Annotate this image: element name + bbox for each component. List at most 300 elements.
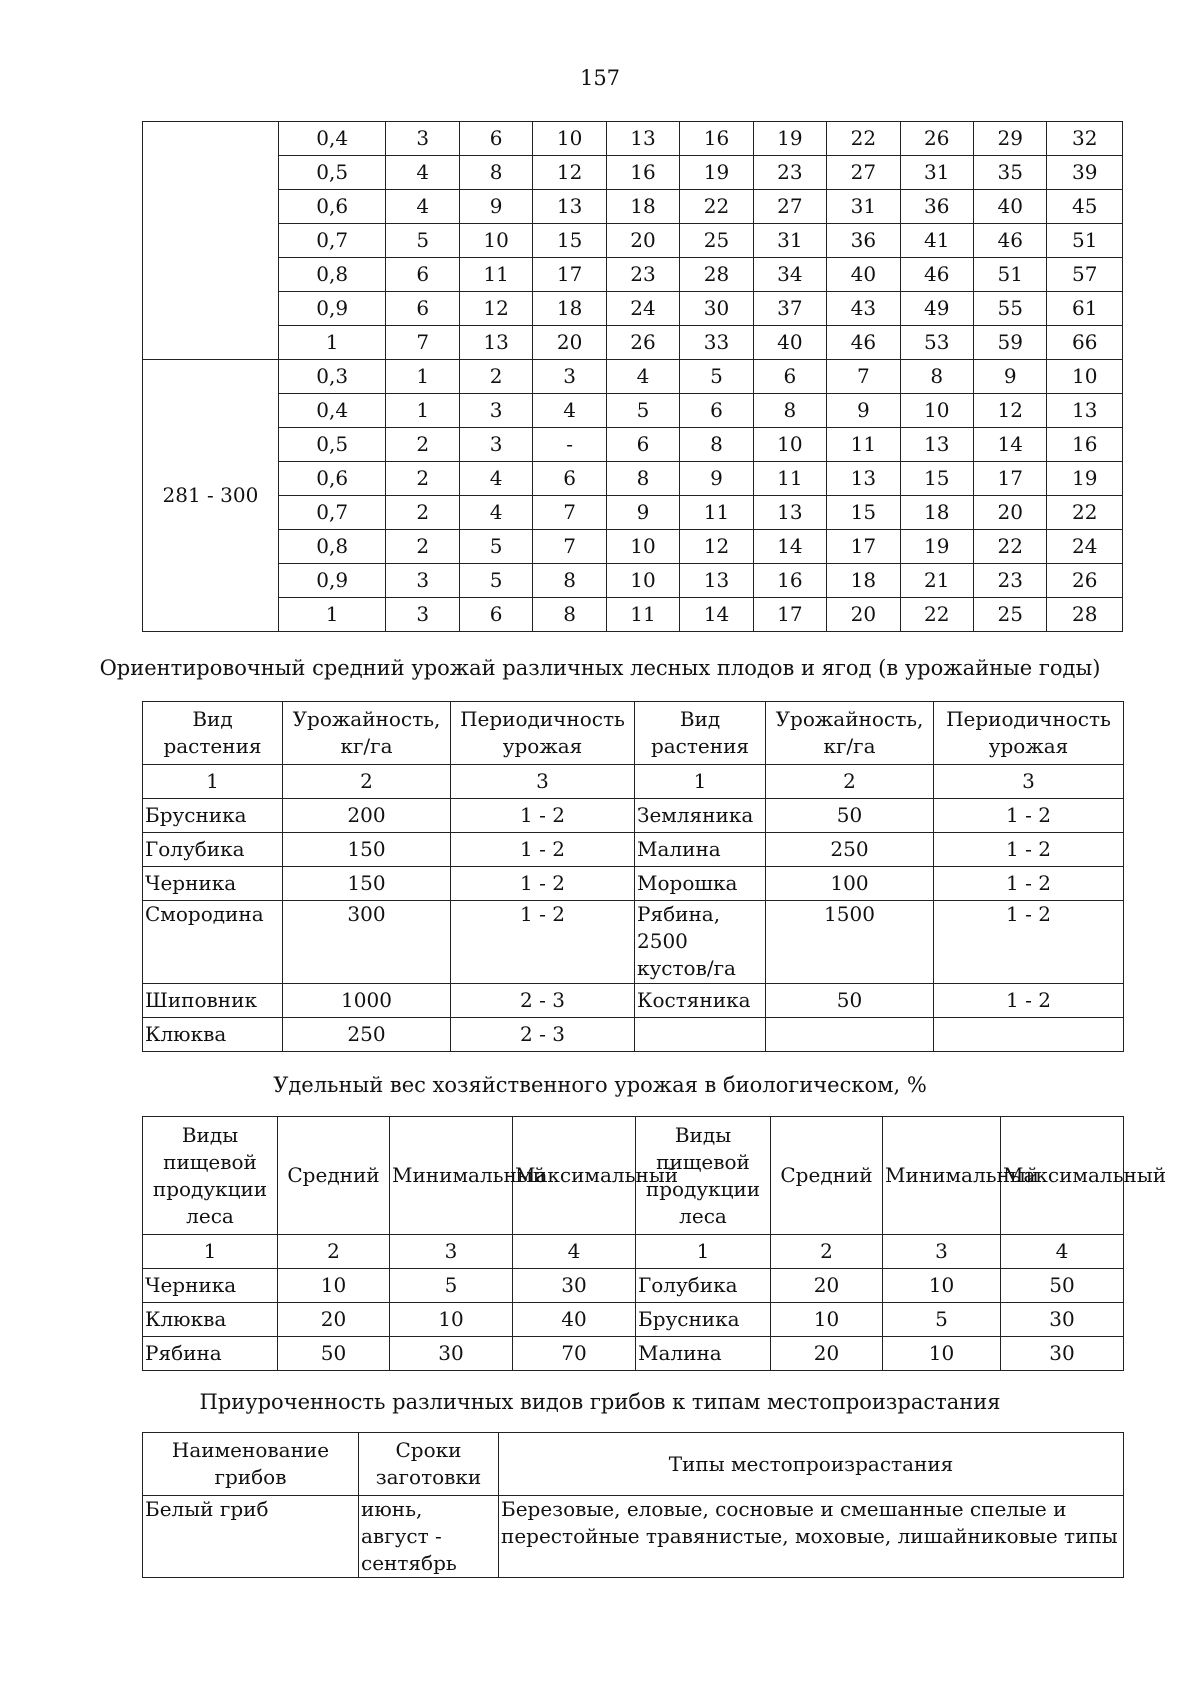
yield-value-cell: 2: [386, 530, 459, 564]
yield-value-cell: 40: [753, 326, 826, 360]
yield-value-cell: 23: [753, 156, 826, 190]
yield-value-cell: 20: [606, 224, 679, 258]
yield-value-cell: 2: [459, 360, 532, 394]
yield-value-cell: 53: [900, 326, 973, 360]
yield-density-cell: 0,9: [278, 564, 386, 598]
share-header-min-2: Минимальный: [883, 1117, 1001, 1235]
yield-value-cell: 41: [900, 224, 973, 258]
berries-header-yield: Урожайность, кг/га: [283, 702, 451, 765]
share-value-cell: 70: [513, 1337, 636, 1371]
yield-value-cell: 51: [1047, 224, 1123, 258]
yield-density-cell: 0,4: [278, 394, 386, 428]
yield-value-cell: 51: [973, 258, 1046, 292]
share-col-number: 2: [771, 1235, 883, 1269]
yield-value-cell: 7: [827, 360, 900, 394]
yield-value-cell: 4: [606, 360, 679, 394]
yield-value-cell: 13: [533, 190, 606, 224]
berries-row: [143, 833, 1124, 867]
share-col-number: 1: [636, 1235, 771, 1269]
berries-value-cell: 2 - 3: [451, 984, 635, 1018]
yield-value-cell: 22: [827, 122, 900, 156]
yield-value-cell: 24: [606, 292, 679, 326]
yield-value-cell: 5: [459, 530, 532, 564]
share-value-cell: 50: [1001, 1269, 1124, 1303]
yield-value-cell: 9: [459, 190, 532, 224]
yield-value-cell: 27: [753, 190, 826, 224]
mushrooms-header-habitat: Типы местопроизрастания: [499, 1433, 1124, 1496]
berries-row: [143, 867, 1124, 901]
share-col-number: 3: [883, 1235, 1001, 1269]
yield-value-cell: 4: [533, 394, 606, 428]
yield-density-cell: 0,4: [278, 122, 386, 156]
yield-value-cell: 22: [1047, 496, 1123, 530]
yield-value-cell: 46: [973, 224, 1046, 258]
berries-value-cell: 50: [766, 799, 934, 833]
yield-value-cell: 55: [973, 292, 1046, 326]
yield-value-cell: 14: [680, 598, 753, 632]
yield-value-cell: 11: [459, 258, 532, 292]
berries-value-cell: 1 - 2: [934, 833, 1124, 867]
mushrooms-table: [142, 1432, 1124, 1578]
yield-density-cell: 0,7: [278, 224, 386, 258]
yield-value-cell: 4: [459, 462, 532, 496]
yield-value-cell: 40: [973, 190, 1046, 224]
share-header-product-2: Виды пищевой продукции леса: [636, 1117, 771, 1235]
yield-value-cell: 13: [459, 326, 532, 360]
yield-value-cell: 17: [973, 462, 1046, 496]
yield-value-cell: 15: [533, 224, 606, 258]
mushroom-name-cell: Белый гриб: [143, 1496, 359, 1578]
yield-value-cell: 4: [386, 190, 459, 224]
berries-col-number: 1: [143, 765, 283, 799]
yield-value-cell: 39: [1047, 156, 1123, 190]
yield-value-cell: 12: [533, 156, 606, 190]
yield-value-cell: 23: [973, 564, 1046, 598]
berries-header-periodicity-2: Периодичность урожая: [934, 702, 1124, 765]
yield-value-cell: 11: [753, 462, 826, 496]
yield-value-cell: 8: [459, 156, 532, 190]
share-value-cell: 30: [513, 1269, 636, 1303]
yield-value-cell: 16: [680, 122, 753, 156]
yield-value-cell: 40: [827, 258, 900, 292]
yield-row: [143, 428, 1123, 462]
yield-density-cell: 0,8: [278, 258, 386, 292]
yield-value-cell: 27: [827, 156, 900, 190]
yield-value-cell: 1: [386, 360, 459, 394]
yield-value-cell: -: [533, 428, 606, 462]
berries-value-cell: 1 - 2: [451, 901, 635, 984]
berries-value-cell: 1 - 2: [934, 867, 1124, 901]
yield-value-cell: 13: [606, 122, 679, 156]
yield-value-cell: 17: [753, 598, 826, 632]
share-value-cell: 40: [513, 1303, 636, 1337]
yield-value-cell: 43: [827, 292, 900, 326]
yield-value-cell: 36: [827, 224, 900, 258]
yield-value-cell: 6: [606, 428, 679, 462]
yield-value-cell: 11: [827, 428, 900, 462]
berries-value-cell: 1 - 2: [934, 799, 1124, 833]
yield-value-cell: 10: [606, 530, 679, 564]
yield-density-cell: 1: [278, 598, 386, 632]
yield-value-cell: 26: [606, 326, 679, 360]
share-col-number: 2: [278, 1235, 390, 1269]
share-value-cell: 10: [883, 1337, 1001, 1371]
berries-value-cell: 1 - 2: [934, 984, 1124, 1018]
yield-value-cell: 8: [533, 564, 606, 598]
yield-value-cell: 7: [533, 496, 606, 530]
yield-value-cell: 9: [973, 360, 1046, 394]
yield-value-cell: 14: [753, 530, 826, 564]
share-value-cell: 20: [771, 1269, 883, 1303]
share-value-cell: 30: [390, 1337, 513, 1371]
yield-density-cell: 0,6: [278, 462, 386, 496]
yield-value-cell: 22: [680, 190, 753, 224]
yield-value-cell: 29: [973, 122, 1046, 156]
berries-row: [143, 1018, 1124, 1052]
yield-row: [143, 190, 1123, 224]
yield-value-cell: 5: [386, 224, 459, 258]
share-table-title: Удельный вес хозяйственного урожая в биологическом, %: [273, 1073, 927, 1097]
yield-value-cell: 7: [533, 530, 606, 564]
yield-value-cell: 2: [386, 462, 459, 496]
yield-value-cell: 6: [459, 598, 532, 632]
share-value-cell: 30: [1001, 1303, 1124, 1337]
yield-value-cell: 5: [606, 394, 679, 428]
yield-value-cell: 7: [386, 326, 459, 360]
share-value-cell: 10: [771, 1303, 883, 1337]
yield-value-cell: 17: [827, 530, 900, 564]
yield-value-cell: 19: [1047, 462, 1123, 496]
share-row: [143, 1337, 1124, 1371]
yield-row: [143, 258, 1123, 292]
berries-value-cell: 250: [283, 1018, 451, 1052]
berries-value-cell: 200: [283, 799, 451, 833]
yield-value-cell: 10: [753, 428, 826, 462]
yield-value-cell: 16: [606, 156, 679, 190]
berries-value-cell: [934, 1018, 1124, 1052]
yield-value-cell: 3: [459, 394, 532, 428]
berries-number-row: [143, 765, 1124, 799]
yield-value-cell: 20: [973, 496, 1046, 530]
yield-value-cell: 49: [900, 292, 973, 326]
yield-value-cell: 23: [606, 258, 679, 292]
share-value-cell: 5: [390, 1269, 513, 1303]
berries-row: [143, 984, 1124, 1018]
yield-value-cell: 34: [753, 258, 826, 292]
yield-value-cell: 13: [753, 496, 826, 530]
share-value-cell: 10: [278, 1269, 390, 1303]
share-col-number: 3: [390, 1235, 513, 1269]
yield-value-cell: 26: [900, 122, 973, 156]
share-product-cell: Черника: [143, 1269, 278, 1303]
berries-species-cell: Костяника: [635, 984, 766, 1018]
yield-value-cell: 31: [900, 156, 973, 190]
yield-value-cell: 6: [753, 360, 826, 394]
berries-value-cell: 100: [766, 867, 934, 901]
yield-value-cell: 6: [459, 122, 532, 156]
share-col-number: 1: [143, 1235, 278, 1269]
yield-value-cell: 25: [680, 224, 753, 258]
yield-value-cell: 66: [1047, 326, 1123, 360]
yield-density-cell: 0,6: [278, 190, 386, 224]
yield-value-cell: 3: [386, 564, 459, 598]
yield-row: [143, 292, 1123, 326]
mushrooms-row: [143, 1496, 1124, 1578]
share-product-cell: Малина: [636, 1337, 771, 1371]
berries-species-cell: [635, 1018, 766, 1052]
yield-value-cell: 11: [680, 496, 753, 530]
berries-species-cell: Голубика: [143, 833, 283, 867]
share-value-cell: 20: [771, 1337, 883, 1371]
berries-header-periodicity: Периодичность урожая: [451, 702, 635, 765]
berries-table-title: Ориентировочный средний урожай различных лесных плодов и ягод (в урожайные годы): [99, 656, 1101, 680]
yield-value-cell: 37: [753, 292, 826, 326]
share-value-cell: 10: [883, 1269, 1001, 1303]
share-product-cell: Голубика: [636, 1269, 771, 1303]
share-value-cell: 30: [1001, 1337, 1124, 1371]
mushroom-habitat-cell: Березовые, еловые, сосновые и смешанные спелые и перестойные травянистые, моховые, лишайниковые типы: [499, 1496, 1124, 1578]
yield-value-cell: 20: [827, 598, 900, 632]
share-table-body: [143, 1269, 1124, 1371]
berries-species-cell: Земляника: [635, 799, 766, 833]
yield-value-cell: 19: [680, 156, 753, 190]
yield-value-cell: 19: [900, 530, 973, 564]
yield-row: [143, 530, 1123, 564]
share-header-min: Минимальный: [390, 1117, 513, 1235]
berries-table-body: [143, 799, 1124, 1052]
yield-value-cell: 3: [459, 428, 532, 462]
yield-row: [143, 326, 1123, 360]
yield-value-cell: 6: [386, 258, 459, 292]
yield-density-cell: 0,8: [278, 530, 386, 564]
share-header-product: Виды пищевой продукции леса: [143, 1117, 278, 1235]
berries-col-number: 2: [766, 765, 934, 799]
yield-value-cell: 12: [459, 292, 532, 326]
berries-header-species-2: Вид растения: [635, 702, 766, 765]
yield-value-cell: 35: [973, 156, 1046, 190]
yield-value-cell: 15: [827, 496, 900, 530]
berries-species-cell: Шиповник: [143, 984, 283, 1018]
share-product-cell: Клюква: [143, 1303, 278, 1337]
yield-value-cell: 10: [900, 394, 973, 428]
yield-value-cell: 8: [606, 462, 679, 496]
mushrooms-table-body: [143, 1496, 1124, 1578]
mushrooms-table-title: Приуроченность различных видов грибов к типам местопроизрастания: [199, 1390, 1001, 1414]
share-value-cell: 20: [278, 1303, 390, 1337]
mushrooms-header-row: [143, 1433, 1124, 1496]
yield-value-cell: 4: [386, 156, 459, 190]
yield-value-cell: 2: [386, 496, 459, 530]
yield-table-continued: [142, 121, 1123, 632]
share-row: [143, 1269, 1124, 1303]
yield-value-cell: 32: [1047, 122, 1123, 156]
yield-value-cell: 15: [900, 462, 973, 496]
yield-value-cell: 18: [827, 564, 900, 598]
berries-value-cell: 1000: [283, 984, 451, 1018]
yield-row: [143, 156, 1123, 190]
berries-value-cell: 1 - 2: [451, 833, 635, 867]
yield-value-cell: 13: [827, 462, 900, 496]
yield-value-cell: 14: [973, 428, 1046, 462]
yield-value-cell: 13: [680, 564, 753, 598]
yield-value-cell: 1: [386, 394, 459, 428]
share-value-cell: 5: [883, 1303, 1001, 1337]
yield-density-cell: 0,5: [278, 428, 386, 462]
yield-density-cell: 0,3: [278, 360, 386, 394]
berries-value-cell: 1 - 2: [451, 867, 635, 901]
berries-value-cell: 300: [283, 901, 451, 984]
yield-value-cell: 22: [900, 598, 973, 632]
berries-species-cell: Черника: [143, 867, 283, 901]
share-header-row: [143, 1117, 1124, 1235]
yield-value-cell: 5: [680, 360, 753, 394]
yield-density-cell: 0,5: [278, 156, 386, 190]
share-header-max-2: Максимальный: [1001, 1117, 1124, 1235]
berries-species-cell: Смородина: [143, 901, 283, 984]
share-number-row: [143, 1235, 1124, 1269]
yield-density-cell: 0,7: [278, 496, 386, 530]
berries-col-number: 2: [283, 765, 451, 799]
berries-species-cell: Клюква: [143, 1018, 283, 1052]
berries-header-row: [143, 702, 1124, 765]
mushrooms-header-name: Наименование грибов: [143, 1433, 359, 1496]
berries-species-cell: Морошка: [635, 867, 766, 901]
mushroom-harvest-cell: июнь, август - сентябрь: [359, 1496, 499, 1578]
yield-value-cell: 8: [753, 394, 826, 428]
yield-value-cell: 46: [900, 258, 973, 292]
share-header-max: Максимальный: [513, 1117, 636, 1235]
yield-value-cell: 59: [973, 326, 1046, 360]
share-value-cell: 10: [390, 1303, 513, 1337]
yield-value-cell: 24: [1047, 530, 1123, 564]
yield-value-cell: 2: [386, 428, 459, 462]
yield-value-cell: 17: [533, 258, 606, 292]
yield-density-cell: 0,9: [278, 292, 386, 326]
yield-value-cell: 8: [680, 428, 753, 462]
yield-value-cell: 6: [386, 292, 459, 326]
yield-value-cell: 10: [533, 122, 606, 156]
yield-row: [143, 224, 1123, 258]
yield-value-cell: 4: [459, 496, 532, 530]
yield-value-cell: 19: [753, 122, 826, 156]
share-header-average-2: Средний: [771, 1117, 883, 1235]
yield-value-cell: 28: [1047, 598, 1123, 632]
yield-group-label: [143, 122, 279, 360]
berries-value-cell: [766, 1018, 934, 1052]
yield-value-cell: 6: [533, 462, 606, 496]
yield-value-cell: 46: [827, 326, 900, 360]
berries-value-cell: 250: [766, 833, 934, 867]
berries-header-yield-2: Урожайность, кг/га: [766, 702, 934, 765]
yield-value-cell: 36: [900, 190, 973, 224]
yield-density-cell: 1: [278, 326, 386, 360]
yield-value-cell: 31: [753, 224, 826, 258]
yield-value-cell: 16: [753, 564, 826, 598]
berries-header-species: Вид растения: [143, 702, 283, 765]
yield-value-cell: 18: [900, 496, 973, 530]
berries-value-cell: 50: [766, 984, 934, 1018]
yield-value-cell: 26: [1047, 564, 1123, 598]
yield-value-cell: 16: [1047, 428, 1123, 462]
yield-group-label: 281 - 300: [143, 360, 279, 632]
yield-row: [143, 598, 1123, 632]
share-header-average: Средний: [278, 1117, 390, 1235]
yield-row: [143, 360, 1123, 394]
yield-value-cell: 3: [533, 360, 606, 394]
yield-value-cell: 9: [827, 394, 900, 428]
yield-value-cell: 13: [900, 428, 973, 462]
yield-value-cell: 8: [533, 598, 606, 632]
berries-col-number: 3: [451, 765, 635, 799]
yield-value-cell: 13: [1047, 394, 1123, 428]
yield-value-cell: 8: [900, 360, 973, 394]
share-row: [143, 1303, 1124, 1337]
berries-value-cell: 1 - 2: [934, 901, 1124, 984]
yield-value-cell: 10: [1047, 360, 1123, 394]
yield-value-cell: 22: [973, 530, 1046, 564]
yield-value-cell: 6: [680, 394, 753, 428]
yield-row: [143, 496, 1123, 530]
yield-row: [143, 564, 1123, 598]
berries-col-number: 1: [635, 765, 766, 799]
yield-value-cell: 12: [973, 394, 1046, 428]
yield-value-cell: 18: [533, 292, 606, 326]
berries-value-cell: 150: [283, 867, 451, 901]
yield-row: [143, 122, 1123, 156]
yield-value-cell: 28: [680, 258, 753, 292]
yield-value-cell: 61: [1047, 292, 1123, 326]
yield-value-cell: 45: [1047, 190, 1123, 224]
share-product-cell: Рябина: [143, 1337, 278, 1371]
yield-value-cell: 25: [973, 598, 1046, 632]
berries-table: [142, 701, 1124, 1052]
yield-value-cell: 11: [606, 598, 679, 632]
yield-value-cell: 5: [459, 564, 532, 598]
berries-col-number: 3: [934, 765, 1124, 799]
berries-species-cell: Малина: [635, 833, 766, 867]
yield-value-cell: 9: [680, 462, 753, 496]
share-product-cell: Брусника: [636, 1303, 771, 1337]
share-table: [142, 1116, 1167, 1371]
yield-value-cell: 33: [680, 326, 753, 360]
yield-value-cell: 57: [1047, 258, 1123, 292]
yield-value-cell: 20: [533, 326, 606, 360]
berries-row: [143, 901, 1124, 984]
yield-value-cell: 12: [680, 530, 753, 564]
yield-value-cell: 18: [606, 190, 679, 224]
yield-value-cell: 3: [386, 122, 459, 156]
yield-value-cell: 10: [606, 564, 679, 598]
berries-value-cell: 1500: [766, 901, 934, 984]
yield-row: [143, 394, 1123, 428]
yield-table-body: [143, 122, 1123, 632]
berries-row: [143, 799, 1124, 833]
yield-value-cell: 3: [386, 598, 459, 632]
yield-value-cell: 10: [459, 224, 532, 258]
yield-value-cell: 9: [606, 496, 679, 530]
page-number: 157: [579, 66, 621, 90]
berries-species-cell: Брусника: [143, 799, 283, 833]
berries-value-cell: 150: [283, 833, 451, 867]
yield-value-cell: 30: [680, 292, 753, 326]
share-col-number: 4: [1001, 1235, 1124, 1269]
berries-value-cell: 1 - 2: [451, 799, 635, 833]
berries-value-cell: 2 - 3: [451, 1018, 635, 1052]
yield-value-cell: 21: [900, 564, 973, 598]
yield-row: [143, 462, 1123, 496]
yield-value-cell: 31: [827, 190, 900, 224]
share-col-number: 4: [513, 1235, 636, 1269]
